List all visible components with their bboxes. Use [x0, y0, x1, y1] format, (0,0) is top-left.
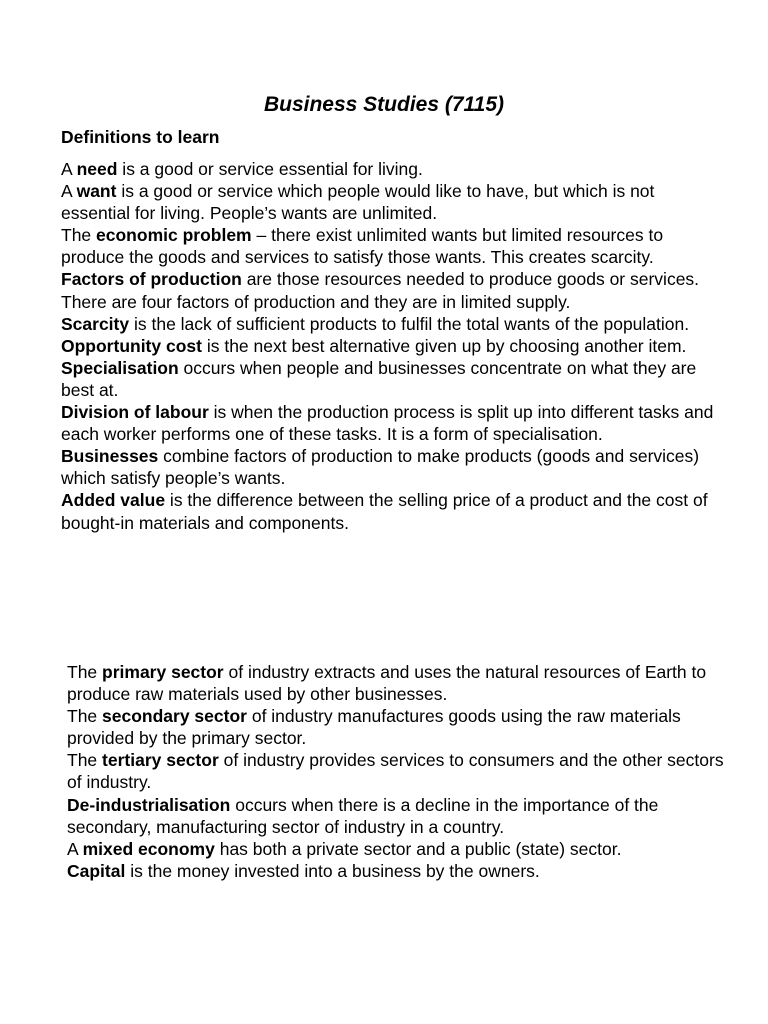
definition-term: Capital — [67, 860, 126, 881]
definition-capital — [67, 860, 732, 882]
definition-factors-of-production — [61, 268, 726, 312]
definition-want — [61, 180, 726, 224]
definition-specialisation — [61, 357, 726, 401]
definition-opportunity-cost — [61, 335, 726, 357]
definition-term: Scarcity — [61, 313, 130, 334]
definition-prefix: A — [61, 181, 77, 202]
definition-term: want — [76, 181, 117, 202]
definition-added-value — [61, 489, 726, 533]
definition-text: are those resources needed to produce goods or services. There are four factors of production and they are in limited supply. — [61, 269, 700, 312]
definition-text: is the next best alternative given up by choosing another item. — [201, 335, 687, 356]
definition-term: Factors of production — [61, 269, 242, 290]
definition-term: mixed economy — [82, 838, 215, 859]
definitions-block-industry — [67, 661, 732, 882]
definition-text: has both a private sector and a public (state) sector. — [214, 838, 622, 859]
definition-text: of industry manufactures goods using the raw materials provided by the primary sector. — [67, 706, 681, 749]
definition-prefix: A — [67, 838, 83, 859]
definition-division-of-labour — [61, 401, 726, 445]
definition-mixed-economy — [67, 838, 732, 860]
definition-prefix: The — [67, 662, 103, 682]
definition-term: primary sector — [102, 662, 224, 682]
definition-term: economic problem — [96, 225, 252, 246]
definition-tertiary-sector — [67, 749, 732, 793]
definition-term: secondary sector — [102, 706, 247, 727]
definition-text: of industry provides services to consumers and the other sectors of industry. — [67, 750, 724, 793]
definition-text: is the money invested into a business by the owners. — [125, 860, 540, 881]
definition-need — [61, 158, 726, 180]
definition-term: need — [76, 159, 118, 179]
definition-prefix: The — [61, 225, 97, 246]
definition-prefix: A — [61, 159, 77, 179]
definition-term: Specialisation — [61, 357, 179, 378]
definition-text: is the lack of sufficient products to fulfil the total wants of the population. — [129, 313, 690, 334]
definition-term: Added value — [61, 490, 166, 511]
definition-secondary-sector — [67, 705, 732, 749]
definition-businesses — [61, 445, 726, 489]
definition-economic-problem — [61, 224, 726, 268]
definition-text: is a good or service essential for living. — [117, 159, 423, 179]
section-heading: Definitions to learn — [61, 127, 220, 147]
definition-prefix: The — [67, 706, 103, 727]
definition-text: is a good or service which people would like to have, but which is not essential for living. People’s wants are unlimited. — [61, 181, 655, 224]
definition-prefix: The — [67, 750, 103, 771]
definition-term: Businesses — [61, 446, 159, 467]
definitions-block-economics — [61, 158, 726, 534]
definition-scarcity — [61, 313, 726, 335]
definition-term: Division of labour — [61, 402, 209, 423]
definition-term: De-industrialisation — [67, 794, 231, 815]
definition-de-industrialisation — [67, 794, 732, 838]
definition-text: combine factors of production to make products (goods and services) which satisfy people’s wants. — [61, 446, 700, 489]
definition-text: is when the production process is split up into different tasks and each worker performs one of these tasks. It is a form of specialisation. — [61, 402, 714, 445]
definition-text: – there exist unlimited wants but limited resources to produce the goods and services to satisfy those wants. This creates scarcity. — [61, 225, 664, 268]
definition-text: of industry extracts and uses the natural resources of Earth to produce raw materials used by other businesses. — [67, 662, 707, 705]
definition-term: Opportunity cost — [61, 335, 202, 356]
definition-text: is the difference between the selling price of a product and the cost of bought-in materials and components. — [61, 490, 708, 533]
definition-term: tertiary sector — [102, 750, 219, 771]
page-title: Business Studies (7115) — [263, 93, 505, 116]
definition-text: occurs when there is a decline in the importance of the secondary, manufacturing sector of industry in a country. — [67, 794, 659, 837]
definition-text: occurs when people and businesses concentrate on what they are best at. — [61, 357, 697, 400]
definition-primary-sector — [67, 661, 732, 705]
